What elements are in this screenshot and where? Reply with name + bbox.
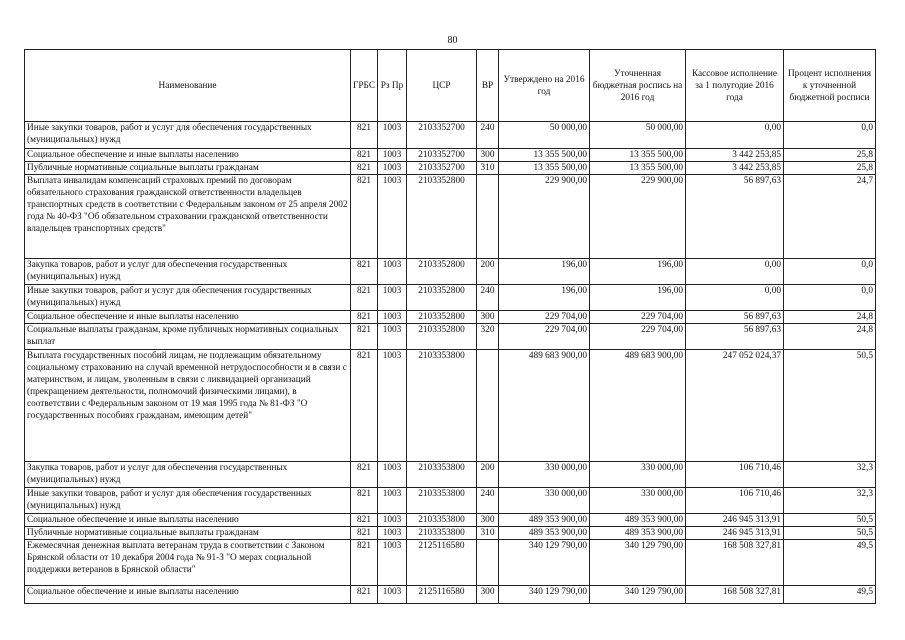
cell-name: Социальное обеспечение и иные выплаты населению <box>25 586 351 604</box>
table-body <box>25 122 876 604</box>
cell-csr: 2103352700 <box>407 162 477 175</box>
cell-vr: 300 <box>477 586 499 604</box>
cell-grbs: 821 <box>351 350 378 462</box>
cell-percent: 50,5 <box>784 527 876 540</box>
cell-rzpr: 1003 <box>378 259 407 285</box>
cell-csr: 2103352700 <box>407 149 477 162</box>
cell-csr: 2103352800 <box>407 324 477 350</box>
cell-name: Закупка товаров, работ и услуг для обеспечения государственных (муниципальных) нужд <box>25 462 351 488</box>
cell-grbs: 821 <box>351 175 378 259</box>
cell-vr: 300 <box>477 149 499 162</box>
cell-rzpr: 1003 <box>378 514 407 527</box>
cell-csr: 2103352800 <box>407 175 477 259</box>
cell-cash: 168 508 327,81 <box>686 586 784 604</box>
cell-approved: 196,00 <box>499 259 590 285</box>
cell-approved: 196,00 <box>499 285 590 311</box>
table-row <box>25 488 876 514</box>
cell-vr: 240 <box>477 488 499 514</box>
cell-cash: 247 052 024,37 <box>686 350 784 462</box>
cell-revised: 489 683 900,00 <box>590 350 686 462</box>
cell-name: Социальное обеспечение и иные выплаты населению <box>25 311 351 324</box>
cell-rzpr: 1003 <box>378 285 407 311</box>
cell-rzpr: 1003 <box>378 175 407 259</box>
cell-cash: 56 897,63 <box>686 324 784 350</box>
cell-percent: 25,8 <box>784 149 876 162</box>
cell-rzpr: 1003 <box>378 350 407 462</box>
cell-csr: 2103352800 <box>407 285 477 311</box>
header-row <box>25 50 876 122</box>
cell-csr: 2103352700 <box>407 122 477 149</box>
cell-percent: 24,7 <box>784 175 876 259</box>
cell-percent: 49,5 <box>784 540 876 586</box>
cell-name: Закупка товаров, работ и услуг для обеспечения государственных (муниципальных) нужд <box>25 259 351 285</box>
cell-csr: 2103352800 <box>407 311 477 324</box>
cell-percent: 0,0 <box>784 285 876 311</box>
cell-percent: 50,5 <box>784 350 876 462</box>
table-row <box>25 514 876 527</box>
cell-grbs: 821 <box>351 540 378 586</box>
cell-percent: 32,3 <box>784 462 876 488</box>
cell-name: Публичные нормативные социальные выплаты гражданам <box>25 162 351 175</box>
table-row <box>25 324 876 350</box>
table-row <box>25 259 876 285</box>
cell-vr: 300 <box>477 514 499 527</box>
cell-rzpr: 1003 <box>378 122 407 149</box>
cell-cash: 0,00 <box>686 122 784 149</box>
cell-approved: 489 353 900,00 <box>499 514 590 527</box>
table-row <box>25 162 876 175</box>
budget-table <box>24 49 876 604</box>
table-row <box>25 122 876 149</box>
cell-revised: 489 353 900,00 <box>590 514 686 527</box>
cell-approved: 330 000,00 <box>499 488 590 514</box>
cell-name: Иные закупки товаров, работ и услуг для обеспечения государственных (муниципальных) нужд <box>25 122 351 149</box>
cell-grbs: 821 <box>351 488 378 514</box>
cell-cash: 106 710,46 <box>686 462 784 488</box>
cell-name: Социальное обеспечение и иные выплаты населению <box>25 149 351 162</box>
cell-approved: 340 129 790,00 <box>499 540 590 586</box>
cell-rzpr: 1003 <box>378 488 407 514</box>
cell-name: Выплата инвалидам компенсаций страховых премий по договорам обязательного страхования гражданской ответственности владельцев транспортных средств в соответствии с Федеральным законом от 25 апреля 2002 года № 40-ФЗ "Об обязательном страховании гражданской ответственности владельцев транспортных средств" <box>25 175 351 259</box>
header-vr: ВР <box>477 50 499 122</box>
table-row <box>25 540 876 586</box>
cell-revised: 330 000,00 <box>590 462 686 488</box>
cell-csr: 2125116580 <box>407 540 477 586</box>
table-row <box>25 175 876 259</box>
cell-approved: 229 900,00 <box>499 175 590 259</box>
table-row <box>25 350 876 462</box>
cell-csr: 2125116580 <box>407 586 477 604</box>
cell-vr <box>477 540 499 586</box>
cell-csr: 2103353800 <box>407 462 477 488</box>
table-row <box>25 462 876 488</box>
cell-revised: 196,00 <box>590 285 686 311</box>
cell-name: Социальное обеспечение и иные выплаты населению <box>25 514 351 527</box>
cell-revised: 13 355 500,00 <box>590 162 686 175</box>
cell-grbs: 821 <box>351 586 378 604</box>
cell-cash: 168 508 327,81 <box>686 540 784 586</box>
cell-rzpr: 1003 <box>378 586 407 604</box>
cell-name: Социальные выплаты гражданам, кроме публичных нормативных социальных выплат <box>25 324 351 350</box>
cell-approved: 50 000,00 <box>499 122 590 149</box>
cell-vr <box>477 350 499 462</box>
header-csr: ЦСР <box>407 50 477 122</box>
cell-name: Иные закупки товаров, работ и услуг для обеспечения государственных (муниципальных) нужд <box>25 285 351 311</box>
cell-grbs: 821 <box>351 527 378 540</box>
cell-cash: 0,00 <box>686 285 784 311</box>
cell-grbs: 821 <box>351 285 378 311</box>
cell-revised: 330 000,00 <box>590 488 686 514</box>
cell-approved: 229 704,00 <box>499 311 590 324</box>
cell-rzpr: 1003 <box>378 462 407 488</box>
cell-csr: 2103353800 <box>407 350 477 462</box>
cell-revised: 340 129 790,00 <box>590 586 686 604</box>
cell-vr: 310 <box>477 527 499 540</box>
cell-percent: 0,0 <box>784 122 876 149</box>
cell-cash: 3 442 253,85 <box>686 162 784 175</box>
cell-rzpr: 1003 <box>378 540 407 586</box>
cell-grbs: 821 <box>351 311 378 324</box>
cell-approved: 489 683 900,00 <box>499 350 590 462</box>
cell-name: Иные закупки товаров, работ и услуг для обеспечения государственных (муниципальных) нужд <box>25 488 351 514</box>
cell-percent: 50,5 <box>784 514 876 527</box>
cell-revised: 229 704,00 <box>590 311 686 324</box>
cell-vr: 240 <box>477 285 499 311</box>
cell-revised: 229 704,00 <box>590 324 686 350</box>
cell-percent: 0,0 <box>784 259 876 285</box>
cell-revised: 340 129 790,00 <box>590 540 686 586</box>
cell-grbs: 821 <box>351 259 378 285</box>
cell-csr: 2103353800 <box>407 527 477 540</box>
table-row <box>25 149 876 162</box>
header-cash: Кассовое исполнение за 1 полугодие 2016 года <box>686 50 784 122</box>
table-row <box>25 527 876 540</box>
cell-percent: 24,8 <box>784 324 876 350</box>
header-percent: Процент исполнения к уточненной бюджетной росписи <box>784 50 876 122</box>
cell-revised: 13 355 500,00 <box>590 149 686 162</box>
cell-rzpr: 1003 <box>378 162 407 175</box>
header-revised: Уточненная бюджетная роспись на 2016 год <box>590 50 686 122</box>
cell-csr: 2103352800 <box>407 259 477 285</box>
cell-approved: 229 704,00 <box>499 324 590 350</box>
cell-rzpr: 1003 <box>378 311 407 324</box>
cell-approved: 330 000,00 <box>499 462 590 488</box>
cell-vr: 200 <box>477 259 499 285</box>
cell-percent: 32,3 <box>784 488 876 514</box>
cell-rzpr: 1003 <box>378 527 407 540</box>
cell-name: Публичные нормативные социальные выплаты гражданам <box>25 527 351 540</box>
cell-revised: 50 000,00 <box>590 122 686 149</box>
cell-vr: 300 <box>477 311 499 324</box>
cell-revised: 196,00 <box>590 259 686 285</box>
cell-percent: 49,5 <box>784 586 876 604</box>
cell-grbs: 821 <box>351 462 378 488</box>
page-number: 80 <box>447 35 458 46</box>
cell-vr <box>477 175 499 259</box>
cell-vr: 240 <box>477 122 499 149</box>
cell-cash: 56 897,63 <box>686 311 784 324</box>
cell-name: Ежемесячная денежная выплата ветеранам труда в соответствии с Законом Брянской области от 10 декабря 2004 года № 91-З "О мерах социальной поддержки ветеранов в Брянской области" <box>25 540 351 586</box>
cell-approved: 13 355 500,00 <box>499 162 590 175</box>
cell-cash: 3 442 253,85 <box>686 149 784 162</box>
cell-rzpr: 1003 <box>378 324 407 350</box>
cell-grbs: 821 <box>351 514 378 527</box>
header-rzpr: Рз Пр <box>378 50 407 122</box>
cell-percent: 24,8 <box>784 311 876 324</box>
cell-approved: 489 353 900,00 <box>499 527 590 540</box>
cell-vr: 320 <box>477 324 499 350</box>
cell-csr: 2103353800 <box>407 514 477 527</box>
cell-approved: 13 355 500,00 <box>499 149 590 162</box>
table-row <box>25 285 876 311</box>
cell-grbs: 821 <box>351 324 378 350</box>
cell-cash: 106 710,46 <box>686 488 784 514</box>
table-row <box>25 311 876 324</box>
cell-vr: 200 <box>477 462 499 488</box>
cell-rzpr: 1003 <box>378 149 407 162</box>
header-grbs: ГРБС <box>351 50 378 122</box>
cell-grbs: 821 <box>351 122 378 149</box>
cell-percent: 25,8 <box>784 162 876 175</box>
cell-revised: 489 353 900,00 <box>590 527 686 540</box>
cell-csr: 2103353800 <box>407 488 477 514</box>
header-approved: Утверждено на 2016 год <box>499 50 590 122</box>
cell-name: Выплата государственных пособий лицам, не подлежащим обязательному социальному страхованию на случай временной нетрудоспособности и в связи с материнством, и лицам, уволенным в связи с ликвидацией организаций (прекращением деятельности, полномочий физическими лицами), в соответствии с Федеральным законом от 19 мая 1995 года № 81-ФЗ "О государственных пособиях гражданам, имеющим детей" <box>25 350 351 462</box>
cell-cash: 246 945 313,91 <box>686 514 784 527</box>
table-row <box>25 586 876 604</box>
cell-vr: 310 <box>477 162 499 175</box>
cell-cash: 56 897,63 <box>686 175 784 259</box>
cell-revised: 229 900,00 <box>590 175 686 259</box>
cell-cash: 246 945 313,91 <box>686 527 784 540</box>
cell-approved: 340 129 790,00 <box>499 586 590 604</box>
cell-grbs: 821 <box>351 149 378 162</box>
cell-grbs: 821 <box>351 162 378 175</box>
header-name: Наименование <box>25 50 351 122</box>
cell-cash: 0,00 <box>686 259 784 285</box>
